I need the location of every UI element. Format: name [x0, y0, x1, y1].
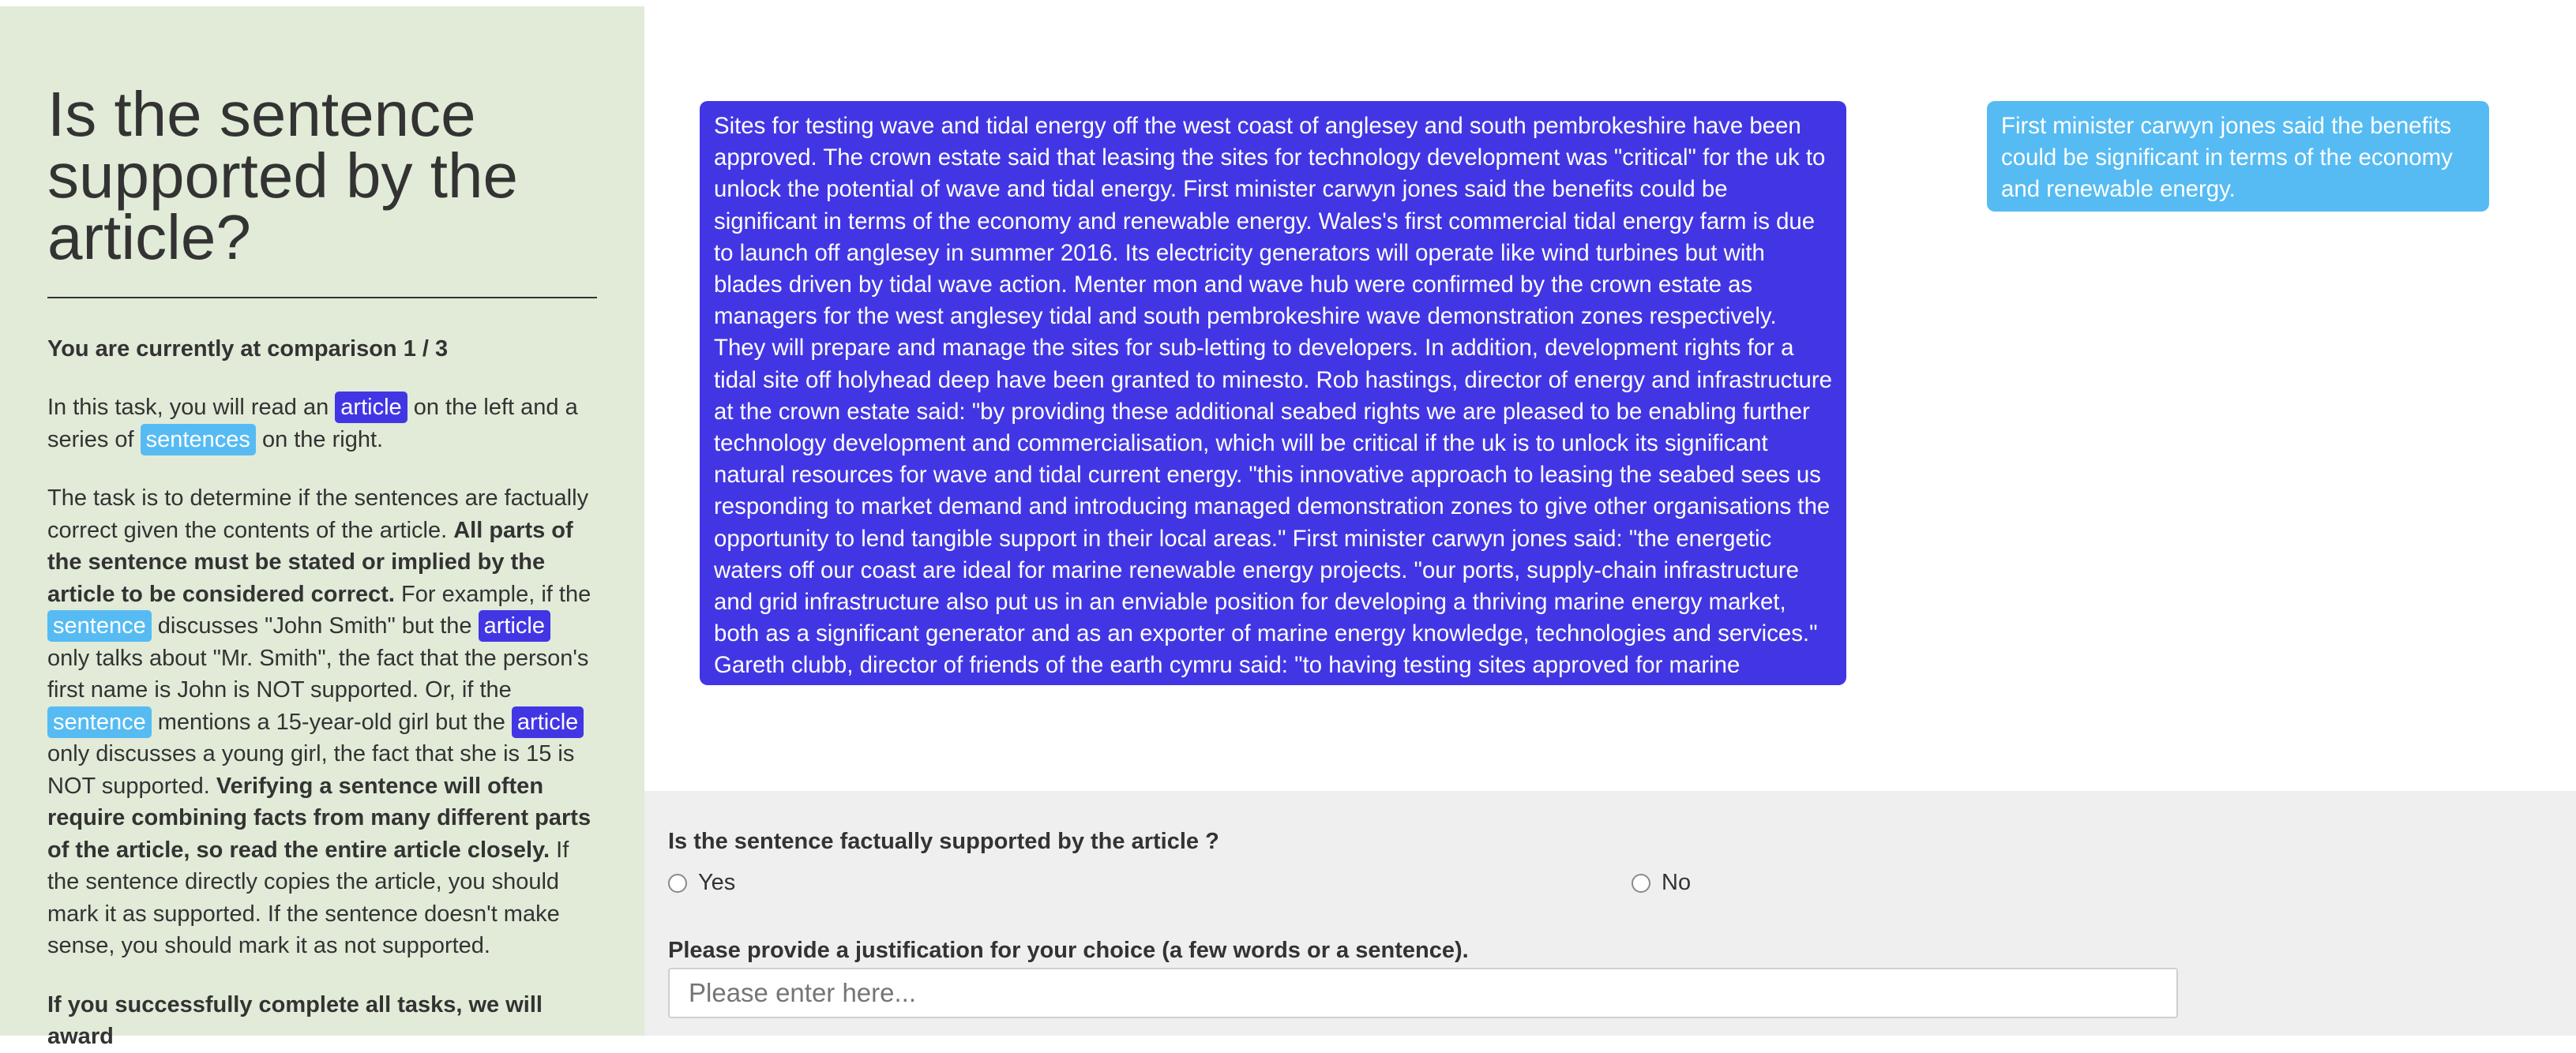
instructions-paragraph	[47, 482, 597, 962]
article-text-box: Sites for testing wave and tidal energy off the west coast of anglesey and south pembrokeshire have been approved. The crown estate said that leasing the sites for technology development was "critical" for the uk to unlock the potential of wave and tidal energy. First minister carwyn jones said the benefits could be significant in terms of the economy and renewable energy. Wales's first commercial tidal energy farm is due to launch off anglesey in summer 2016. Its electricity generators will operate like wind turbines but with blades driven by tidal wave action. Menter mon and wave hub were confirmed by the crown estate as managers for the west anglesey tidal and south pembrokeshire wave demonstration zones respectively. They will prepare and manage the sites for sub-letting to developers. In addition, development rights for a tidal site off holyhead deep have been granted to minesto. Rob hastings, director of energy and infrastructure at the crown estate said: "by providing these additional seabed rights we are pleased to be enabling further technology development and commercialisation, which will be critical if the uk is to unlock its significant natural resources for wave and tidal current energy. "this innovative approach to leasing the seabed sees us responding to market demand and introducing managed demonstration zones to give other organisations the opportunity to lend tangible support in their local areas." First minister carwyn jones said: "the energetic waters off our coast are ideal for marine renewable energy projects. "our ports, supply-chain infrastructure and grid infrastructure also put us in an enviable position for developing a thriving marine energy market, both as a significant generator and as an exporter of marine energy knowledge, technologies and services." Gareth clubb, director of friends of the earth cymru said: "to having testing sites approved for marine renewable energy is a significant step forward."	[700, 101, 1846, 685]
yes-label: Yes	[698, 870, 736, 895]
question-label: Is the sentence factually supported by the article ?	[668, 829, 1219, 854]
sentence-chip: sentences	[141, 424, 256, 455]
instruction-text: only discusses a young girl, the fact that she is 15 is NOT supported.	[47, 741, 575, 799]
title-divider	[47, 297, 597, 298]
no-radio[interactable]	[1632, 874, 1650, 893]
article-chip: article	[479, 610, 550, 642]
instruction-text: mentions a 15-year-old girl but the	[157, 709, 505, 735]
reward-paragraph: If you successfully complete all tasks, we will award	[47, 991, 543, 1049]
intro-text: on the right.	[261, 426, 384, 452]
intro-text: In this task, you will read an	[47, 395, 329, 420]
instructions-sidebar	[0, 6, 644, 1049]
no-label: No	[1662, 870, 1692, 895]
instruction-emphasis: All parts of the sentence must be stated or implied by the article to be considered correct.	[47, 517, 573, 607]
answer-panel	[644, 791, 2576, 1036]
sentence-chip: sentence	[47, 610, 152, 642]
instruction-text: The task is to determine if the sentences are factually correct given the contents of the article.	[47, 485, 589, 543]
page-title: Is the sentence supported by the article?	[47, 79, 518, 272]
sentence-text-box: First minister carwyn jones said the benefits could be significant in terms of the economy and renewable energy.	[1987, 101, 2489, 212]
article-chip: article	[335, 392, 407, 423]
instruction-text: For example, if the	[401, 581, 591, 607]
yes-option[interactable]	[668, 870, 735, 896]
intro-text: on the left and a series of	[47, 395, 578, 452]
no-option[interactable]	[1632, 870, 1691, 896]
instruction-text: If the sentence directly copies the article, you should mark it as supported. If the sentence doesn't make sense, you should mark it as not supported.	[47, 837, 569, 958]
sentence-chip: sentence	[47, 706, 152, 738]
instruction-text: discusses "John Smith" but the	[157, 613, 472, 639]
intro-paragraph	[47, 392, 597, 455]
article-chip: article	[512, 706, 584, 738]
instruction-emphasis: Verifying a sentence will often require combining facts from many different parts of the article, so read the entire article closely.	[47, 773, 591, 863]
justification-label: Please provide a justification for your choice (a few words or a sentence).	[668, 938, 1469, 963]
justification-input[interactable]	[668, 968, 2178, 1018]
instruction-text: only talks about "Mr. Smith", the fact that the person's first name is John is NOT supported. Or, if the	[47, 645, 589, 703]
yes-radio[interactable]	[668, 874, 687, 893]
comparison-progress: You are currently at comparison 1 / 3	[47, 336, 449, 362]
